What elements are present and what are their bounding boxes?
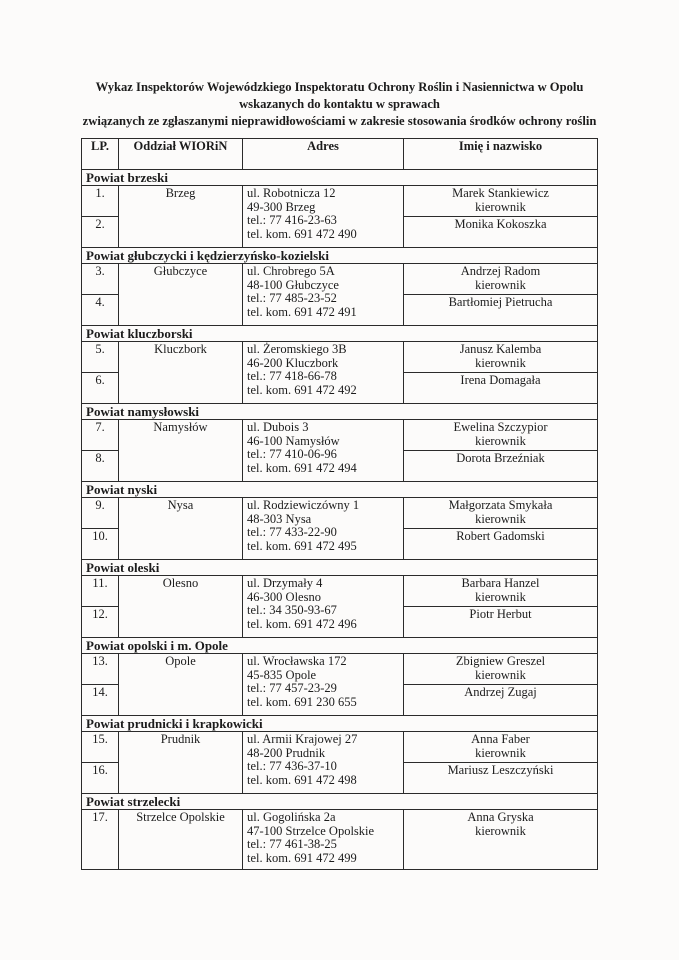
address-line: tel.: 77 418-66-78 <box>247 369 337 383</box>
person-cell: Monika Kokoszka <box>404 217 598 248</box>
powiat-section-header <box>82 404 598 420</box>
address-line: tel. kom. 691 472 499 <box>247 850 357 865</box>
address-line: 49-300 Brzeg <box>247 199 316 214</box>
title-line-1: Wykaz Inspektorów Wojewódzkiego Inspektoratu Ochrony Roślin i Nasiennictwa w Opolu <box>95 80 584 94</box>
address-line: tel. kom. 691 472 491 <box>247 304 357 319</box>
address-line: ul. Armii Krajowej 27 <box>247 732 358 746</box>
person-cell <box>404 420 598 451</box>
powiat-section-header <box>82 326 598 342</box>
person-role: kierownik <box>475 511 526 526</box>
address-line: ul. Robotnicza 12 <box>247 186 336 200</box>
address-line: ul. Wrocławska 172 <box>247 654 347 668</box>
table-row <box>82 186 598 217</box>
address-line: 45-835 Opole <box>247 667 317 682</box>
powiat-name: Powiat namysłowski <box>82 404 598 420</box>
person-role: kierownik <box>475 667 526 682</box>
branch-cell: Nysa <box>119 498 243 560</box>
address-cell <box>243 186 404 248</box>
powiat-name: Powiat oleski <box>82 560 598 576</box>
table-row <box>82 498 598 529</box>
address-line: tel.: 77 436-37-10 <box>247 759 337 773</box>
row-number: 8. <box>82 451 119 482</box>
branch-cell: Olesno <box>119 576 243 638</box>
powiat-section-header <box>82 794 598 810</box>
address-line: ul. Drzymały 4 <box>247 576 323 590</box>
address-line: ul. Rodziewiczówny 1 <box>247 498 360 512</box>
title-line-3: związanych ze zgłaszanymi nieprawidłowościami w zakresie stosowania środków ochrony roślin <box>82 114 597 128</box>
person-cell <box>404 186 598 217</box>
person-name: Zbigniew Greszel <box>455 654 546 668</box>
address-cell <box>243 654 404 716</box>
address-line: 46-200 Kluczbork <box>247 355 339 370</box>
address-line: 47-100 Strzelce Opolskie <box>247 823 375 838</box>
powiat-section-header <box>82 638 598 654</box>
row-number: 5. <box>82 342 119 373</box>
table-row <box>82 810 598 870</box>
table-header-row <box>82 139 598 170</box>
row-number: 16. <box>82 763 119 794</box>
address-line: ul. Gogolińska 2a <box>247 810 336 824</box>
person-cell: Mariusz Leszczyński <box>404 763 598 794</box>
person-role: kierownik <box>475 589 526 604</box>
table-row <box>82 732 598 763</box>
document-title <box>0 0 679 130</box>
address-cell <box>243 498 404 560</box>
row-number: 7. <box>82 420 119 451</box>
row-number: 17. <box>82 810 119 870</box>
address-cell <box>243 576 404 638</box>
address-line: tel. kom. 691 472 498 <box>247 772 357 787</box>
table-row <box>82 264 598 295</box>
person-cell: Bartłomiej Pietrucha <box>404 295 598 326</box>
row-number: 9. <box>82 498 119 529</box>
table-row <box>82 420 598 451</box>
title-line-2: wskazanych do kontaktu w sprawach <box>239 97 440 111</box>
powiat-section-header <box>82 716 598 732</box>
address-line: tel.: 77 433-22-90 <box>247 525 337 539</box>
powiat-name: Powiat głubczycki i kędzierzyńsko-kozielski <box>82 248 598 264</box>
person-role: kierownik <box>475 433 526 448</box>
person-cell <box>404 810 598 870</box>
table-row <box>82 342 598 373</box>
header-name: Imię i nazwisko <box>404 139 598 170</box>
row-number: 12. <box>82 607 119 638</box>
address-line: tel. kom. 691 472 495 <box>247 538 357 553</box>
person-cell <box>404 732 598 763</box>
address-line: tel.: 77 410-06-96 <box>247 447 337 461</box>
address-cell <box>243 342 404 404</box>
address-line: tel.: 77 461-38-25 <box>247 837 337 851</box>
table-row <box>82 654 598 685</box>
branch-cell: Prudnik <box>119 732 243 794</box>
address-line: ul. Dubois 3 <box>247 420 309 434</box>
address-line: tel.: 77 457-23-29 <box>247 681 337 695</box>
person-cell: Robert Gadomski <box>404 529 598 560</box>
powiat-name: Powiat nyski <box>82 482 598 498</box>
address-cell <box>243 264 404 326</box>
address-line: 46-300 Olesno <box>247 589 321 604</box>
person-cell: Irena Domagała <box>404 373 598 404</box>
powiat-name: Powiat brzeski <box>82 170 598 186</box>
person-role: kierownik <box>475 355 526 370</box>
row-number: 13. <box>82 654 119 685</box>
person-cell <box>404 264 598 295</box>
person-name: Marek Stankiewicz <box>452 186 549 200</box>
row-number: 11. <box>82 576 119 607</box>
row-number: 4. <box>82 295 119 326</box>
person-cell: Andrzej Zugaj <box>404 685 598 716</box>
person-name: Ewelina Szczypior <box>453 420 548 434</box>
branch-cell: Strzelce Opolskie <box>119 810 243 870</box>
address-line: tel. kom. 691 230 655 <box>247 694 357 709</box>
address-line: tel. kom. 691 472 494 <box>247 460 357 475</box>
person-name: Anna Faber <box>471 732 530 746</box>
address-line: tel.: 34 350-93-67 <box>247 603 337 617</box>
address-line: ul. Chrobrego 5A <box>247 264 335 278</box>
table-row <box>82 576 598 607</box>
person-name: Andrzej Radom <box>460 264 541 278</box>
branch-cell: Kluczbork <box>119 342 243 404</box>
row-number: 15. <box>82 732 119 763</box>
person-cell <box>404 342 598 373</box>
address-line: ul. Żeromskiego 3B <box>247 342 347 356</box>
powiat-name: Powiat strzelecki <box>82 794 598 810</box>
address-line: 48-200 Prudnik <box>247 745 326 760</box>
address-line: tel. kom. 691 472 492 <box>247 382 357 397</box>
powiat-section-header <box>82 248 598 264</box>
person-cell <box>404 498 598 529</box>
header-address: Adres <box>243 139 404 170</box>
address-line: 46-100 Namysłów <box>247 433 340 448</box>
person-role: kierownik <box>475 745 526 760</box>
address-line: tel.: 77 485-23-52 <box>247 291 337 305</box>
address-line: 48-100 Głubczyce <box>247 277 339 292</box>
powiat-section-header <box>82 560 598 576</box>
person-name: Małgorzata Smykała <box>448 498 553 512</box>
address-line: 48-303 Nysa <box>247 511 312 526</box>
address-cell <box>243 732 404 794</box>
person-role: kierownik <box>475 277 526 292</box>
powiat-name: Powiat kluczborski <box>82 326 598 342</box>
row-number: 1. <box>82 186 119 217</box>
address-line: tel.: 77 416-23-63 <box>247 213 337 227</box>
person-cell: Dorota Brzeźniak <box>404 451 598 482</box>
row-number: 6. <box>82 373 119 404</box>
address-line: tel. kom. 691 472 490 <box>247 226 357 241</box>
header-lp: LP. <box>82 139 119 170</box>
powiat-section-header <box>82 170 598 186</box>
person-cell <box>404 576 598 607</box>
person-name: Barbara Hanzel <box>461 576 540 590</box>
address-cell <box>243 420 404 482</box>
person-cell <box>404 654 598 685</box>
person-cell: Piotr Herbut <box>404 607 598 638</box>
person-role: kierownik <box>475 823 526 838</box>
branch-cell: Namysłów <box>119 420 243 482</box>
powiat-name: Powiat prudnicki i krapkowicki <box>82 716 598 732</box>
person-name: Anna Gryska <box>467 810 534 824</box>
powiat-section-header <box>82 482 598 498</box>
address-line: tel. kom. 691 472 496 <box>247 616 357 631</box>
person-role: kierownik <box>475 199 526 214</box>
row-number: 10. <box>82 529 119 560</box>
inspectors-table <box>81 138 598 870</box>
row-number: 14. <box>82 685 119 716</box>
row-number: 3. <box>82 264 119 295</box>
person-name: Janusz Kalemba <box>459 342 542 356</box>
address-cell <box>243 810 404 870</box>
powiat-name: Powiat opolski i m. Opole <box>82 638 598 654</box>
branch-cell: Opole <box>119 654 243 716</box>
branch-cell: Głubczyce <box>119 264 243 326</box>
branch-cell: Brzeg <box>119 186 243 248</box>
row-number: 2. <box>82 217 119 248</box>
header-branch: Oddział WIORiN <box>119 139 243 170</box>
